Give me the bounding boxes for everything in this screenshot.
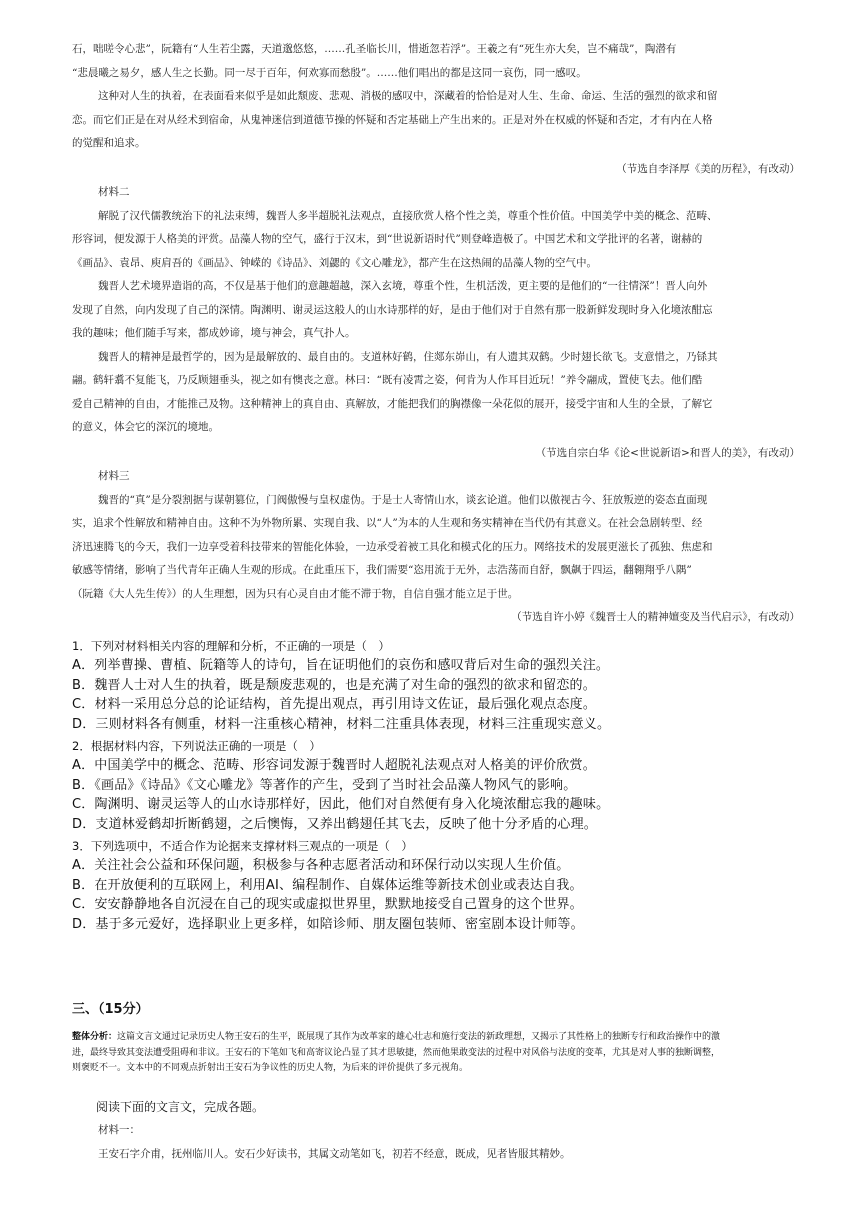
option-d: D．基于多元爱好，选择职业上更多样，如陪诊师、朋友圈包装师、密室剧本设计师等。 <box>72 916 584 932</box>
text-line: 爱自己精神的自由，才能推己及物。这种精神上的真自由、真解放，才能把我们的胸襟像一朵花似的展开，接受宇宙和人生的全景，了解它 <box>72 397 713 410</box>
text-line: 石，咄嗟令心悲”，阮籍有“人生若尘露，天道邈悠悠，……孔圣临长川，惜逝忽若浮”。王羲之有“死生亦大矣，岂不痛哉”，陶潜有 <box>72 43 677 55</box>
question-stem: 3．下列选项中，不适合作为论据来支撑材料三观点的一项是（ ） <box>72 839 413 853</box>
questions <box>72 636 800 934</box>
text-line: 济迅速腾飞的今天，我们一边享受着科技带来的智能化体验，一边承受着被工具化和模式化的压力。网络技术的发展更滋长了孤独、焦虑和 <box>72 540 713 553</box>
analysis-label: 整体分析： <box>72 1032 118 1042</box>
text-line: 实，追求个性解放和精神自由。这种不为外物所累、实现自我、以“人”为本的人生观和务实精神在当代仍有其意义。在社会急剧转型、经 <box>72 517 703 529</box>
option-c: C．陶渊明、谢灵运等人的山水诗那样好，因此，他们对自然便有身入化境浓酣忘我的趣味。 <box>72 797 610 812</box>
text-line: 《画品》、袁昂、庾肩吾的《画品》、钟嵘的《诗品》、刘勰的《文心雕龙》，都产生在这热闹的品藻人物的空气中。 <box>72 256 597 269</box>
text-line: 魏晋人的精神是最哲学的，因为是最解放的、最自由的。支道林好鹤，住郯东峁山，有人遗其双鹤。少时翅长欲飞。支意惜之，乃铩其 <box>98 350 718 363</box>
text-line: 的觉醒和追求。 <box>72 137 146 149</box>
option-c: C．材料一采用总分总的论证结构，首先提出观点，再引用诗文佐证，最后强化观点态度。 <box>72 697 597 712</box>
option-a: A．列举曹操、曹植、阮籍等人的诗句，旨在证明他们的哀伤和感叹背后对生命的强烈关注。 <box>72 658 610 673</box>
section-heading: 三、（15分） <box>72 1002 149 1017</box>
question-stem: 1．下列对材料相关内容的理解和分析，不正确的一项是（ ） <box>72 639 390 653</box>
material-title: 材料一： <box>98 1124 140 1136</box>
material-title: 材料三 <box>98 470 130 482</box>
analysis <box>72 1030 802 1077</box>
text-line: 恋。而它们正是在对从经术到宿命，从鬼神迷信到道德节操的怀疑和否定基础上产生出来的。正是对外在权威的怀疑和否定，才有内在人格 <box>72 113 713 126</box>
text-line: 形容词，便发源于人格美的评赏。品藻人物的空气，盛行于汉末，到“世说新语时代”则登峰造极了。中国艺术和文学批评的名著，谢赫的 <box>72 233 703 245</box>
text-line: 王安石字介甫，抚州临川人。安石少好读书，其属文动笔如飞，初若不经意，既成，见者皆服其精妙。 <box>98 1148 571 1160</box>
source-citation: （节选自李泽厚《美的历程》，有改动） <box>616 162 800 175</box>
instruction: 阅读下面的文言文，完成各题。 <box>96 1100 265 1114</box>
text-line: 的意义，体会它的深沉的境地。 <box>72 421 219 433</box>
source-citation: （节选自许小婷《魏晋士人的精神嬗变及当代启示》，有改动） <box>511 611 800 623</box>
text-line: 翮。鹤轩翥不复能飞，乃反顾翅垂头，视之如有懊丧之意。林曰：“既有凌霄之姿，何肯为人作耳目近玩！”养令翮成，置使飞去。他们酷 <box>72 374 703 386</box>
intro-text <box>72 38 800 630</box>
text-line: 我的趣味；他们随手写来，都成妙谛，境与神会，真气扑人。 <box>72 327 356 339</box>
option-d: D．三则材料各有侧重，材料一注重核心精神，材料二注重具体表现，材料三注重现实意义。 <box>72 716 611 732</box>
option-a: A．中国美学中的概念、范畴、形容词发源于魏晋时人超脱礼法观点对人格美的评价欣赏。 <box>72 758 596 773</box>
option-a: A．关注社会公益和环保问题，积极参与各种志愿者活动和环保行动以实现人生价值。 <box>72 858 570 873</box>
analysis-line <box>72 1030 802 1046</box>
text-line: 魏晋人艺术境界造诣的高，不仅是基于他们的意趣超越，深入玄境，尊重个性，生机活泼，更主要的是他们的“一往情深”！晋人向外 <box>98 280 708 292</box>
source-citation: （节选自宗白华《论<世说新语>和晋人的美》，有改动） <box>535 446 800 459</box>
option-b: B．魏晋人士对人生的执着，既是颓废悲观的，也是充满了对生命的强烈的欲求和留恋的。 <box>72 677 596 693</box>
text-line: 解脱了汉代儒教统治下的礼法束缚，魏晋人多半超脱礼法观点，直接欣赏人格个性之美，尊重个性价值。中国美学中美的概念、范畴、 <box>98 209 718 222</box>
option-c: C．安安静静地各自沉浸在自己的现实或虚拟世界里，默默地接受自己置身的这个世界。 <box>72 897 583 912</box>
option-d: D．支道林爱鹤却折断鹤翅，之后懊悔，又养出鹤翅任其飞去，反映了他十分矛盾的心理。 <box>72 816 598 832</box>
option-b: B．《画品》《诗品》《文心雕龙》等著作的产生，受到了当时社会品藻人物风气的影响。 <box>72 777 577 793</box>
text-line: 这种对人生的执着，在表面看来似乎是如此颓废、悲观、消极的感叹中，深藏着的恰恰是对人生、生命、命运、生活的强烈的欲求和留 <box>98 90 718 102</box>
material-title: 材料二 <box>98 186 130 198</box>
text-line: 发现了自然，向内发现了自己的深情。陶渊明、谢灵运这般人的山水诗那样的好，是由于他们对于自然有那一股新鲜发现时身入化境浓酣忘 <box>72 303 713 316</box>
text-line: 魏晋的“真”是分裂割据与谋朝篡位，门阀傲慢与皇权虚伪。于是士人寄情山水，谈玄论道。他们以傲视古今、狂放叛逆的姿态直面现 <box>98 493 708 506</box>
section-three <box>72 998 800 1017</box>
text-line: （阮籍《大人先生传》）的人生理想，因为只有心灵自由才能不滞于物，自信自强才能立足于世。 <box>72 587 519 600</box>
text-line: “悲晨曦之易夕，感人生之长勤。同一尽于百年，何欢寡而愁殷”。……他们唱出的都是这同一哀伤，同一感叹。 <box>72 66 587 79</box>
analysis-line: 则褒贬不一。文本中的不同观点折射出王安石为争议性的历史人物，为后来的评价提供了多元视角。 <box>72 1063 469 1073</box>
reading-task <box>72 1096 800 1166</box>
question-stem: 2．根据材料内容，下列说法正确的一项是（ ） <box>72 739 321 753</box>
analysis-text: 这篇文言文通过记录历史人物王安石的生平，既展现了其作为改革家的雄心壮志和施行变法的新政理想，又揭示了其性格上的独断专行和政治操作中的激 <box>117 1032 721 1042</box>
analysis-line: 进，最终导致其变法遭受阻碍和非议。王安石的下笔如飞和高寄议论凸显了其才思敏捷，然而他果敢变法的过程中对风俗与法度的变革，尤其是对人事的独断调整， <box>72 1047 721 1058</box>
option-b: B．在开放便利的互联网上，利用AI、编程制作、自媒体运维等新技术创业或表达自我。 <box>72 877 583 893</box>
text-line: 敏感等情绪，影响了当代青年正确人生观的形成。在此重压下，我们需要“恣用流于无外，志浩荡而自舒，飘飙于四运，翻翱翔乎八隅” <box>72 564 692 576</box>
